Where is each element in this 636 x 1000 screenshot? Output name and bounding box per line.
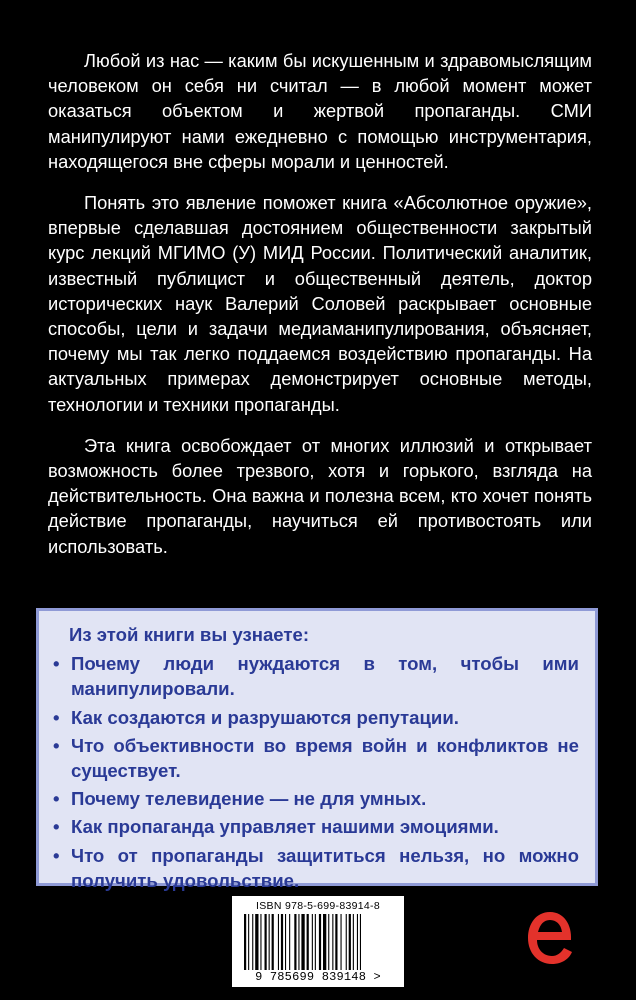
bullet-icon: • [53, 816, 60, 838]
isbn-label: ISBN 978-5-699-83914-8 [256, 900, 380, 912]
list-item-text: Почему люди нуждаются в том, чтобы ими манипулировали. [71, 653, 579, 700]
bullet-icon: • [53, 706, 60, 728]
description-paragraph: Любой из нас — каким бы искушенным и здравомыслящим человеком он себя ни считал — в любой момент может оказаться объектом и жертвой пропаганды. СМИ манипулируют нами ежедневно с помощью инструментария, находящегося вне сферы морали и ценностей. [48, 50, 592, 172]
bullet-icon: • [53, 734, 60, 756]
barcode-bars-icon [242, 914, 394, 970]
bullet-icon: • [53, 844, 60, 866]
list-item [53, 651, 579, 701]
learn-list [53, 651, 579, 893]
list-item-text: Почему телевидение — не для умных. [71, 788, 427, 810]
barcode-number: 9 785699 839148 > [255, 970, 381, 984]
learn-heading: Из этой книги вы узнаете: [69, 624, 310, 645]
bullet-icon: • [53, 653, 60, 675]
list-item [53, 843, 579, 893]
book-description [48, 48, 592, 575]
description-paragraph: Эта книга освобождает от многих иллюзий и открывает возможность более трезвого, хотя и горького, взгляда на действительность. Она важна и полезна всем, кто хочет понять действие пропаганды, научиться ей противостоять или использовать. [48, 434, 592, 557]
learn-box [36, 608, 598, 891]
list-item [53, 786, 579, 811]
eksmo-logo-icon [524, 908, 576, 968]
list-item [53, 733, 579, 783]
list-item-text: Что объективности во время войн и конфликтов не существует. [71, 734, 579, 782]
bullet-icon: • [53, 788, 60, 810]
list-item-text: Что от пропаганды защититься нельзя, но можно получить удовольствие. [71, 844, 579, 891]
list-item-text: Как пропаганда управляет нашими эмоциями. [71, 816, 499, 838]
list-item-text: Как создаются и разрушаются репутации. [71, 706, 459, 728]
isbn-barcode [232, 896, 404, 987]
description-paragraph: Понять это явление поможет книга «Абсолютное оружие», впервые сделавшая достоянием общественности закрытый курс лекций МГИМО (У) МИД России. Политический аналитик, известный публицист и общественный деятель, доктор исторических наук Валерий Соловей раскрывает основные способы, цели и задачи медиаманипулирования, объясняет, почему мы так легко поддаемся воздействию пропаганды. На актуальных примерах демонстрирует основные методы, технологии и техники пропаганды. [48, 192, 592, 415]
list-item [53, 705, 579, 730]
list-item [53, 814, 579, 839]
